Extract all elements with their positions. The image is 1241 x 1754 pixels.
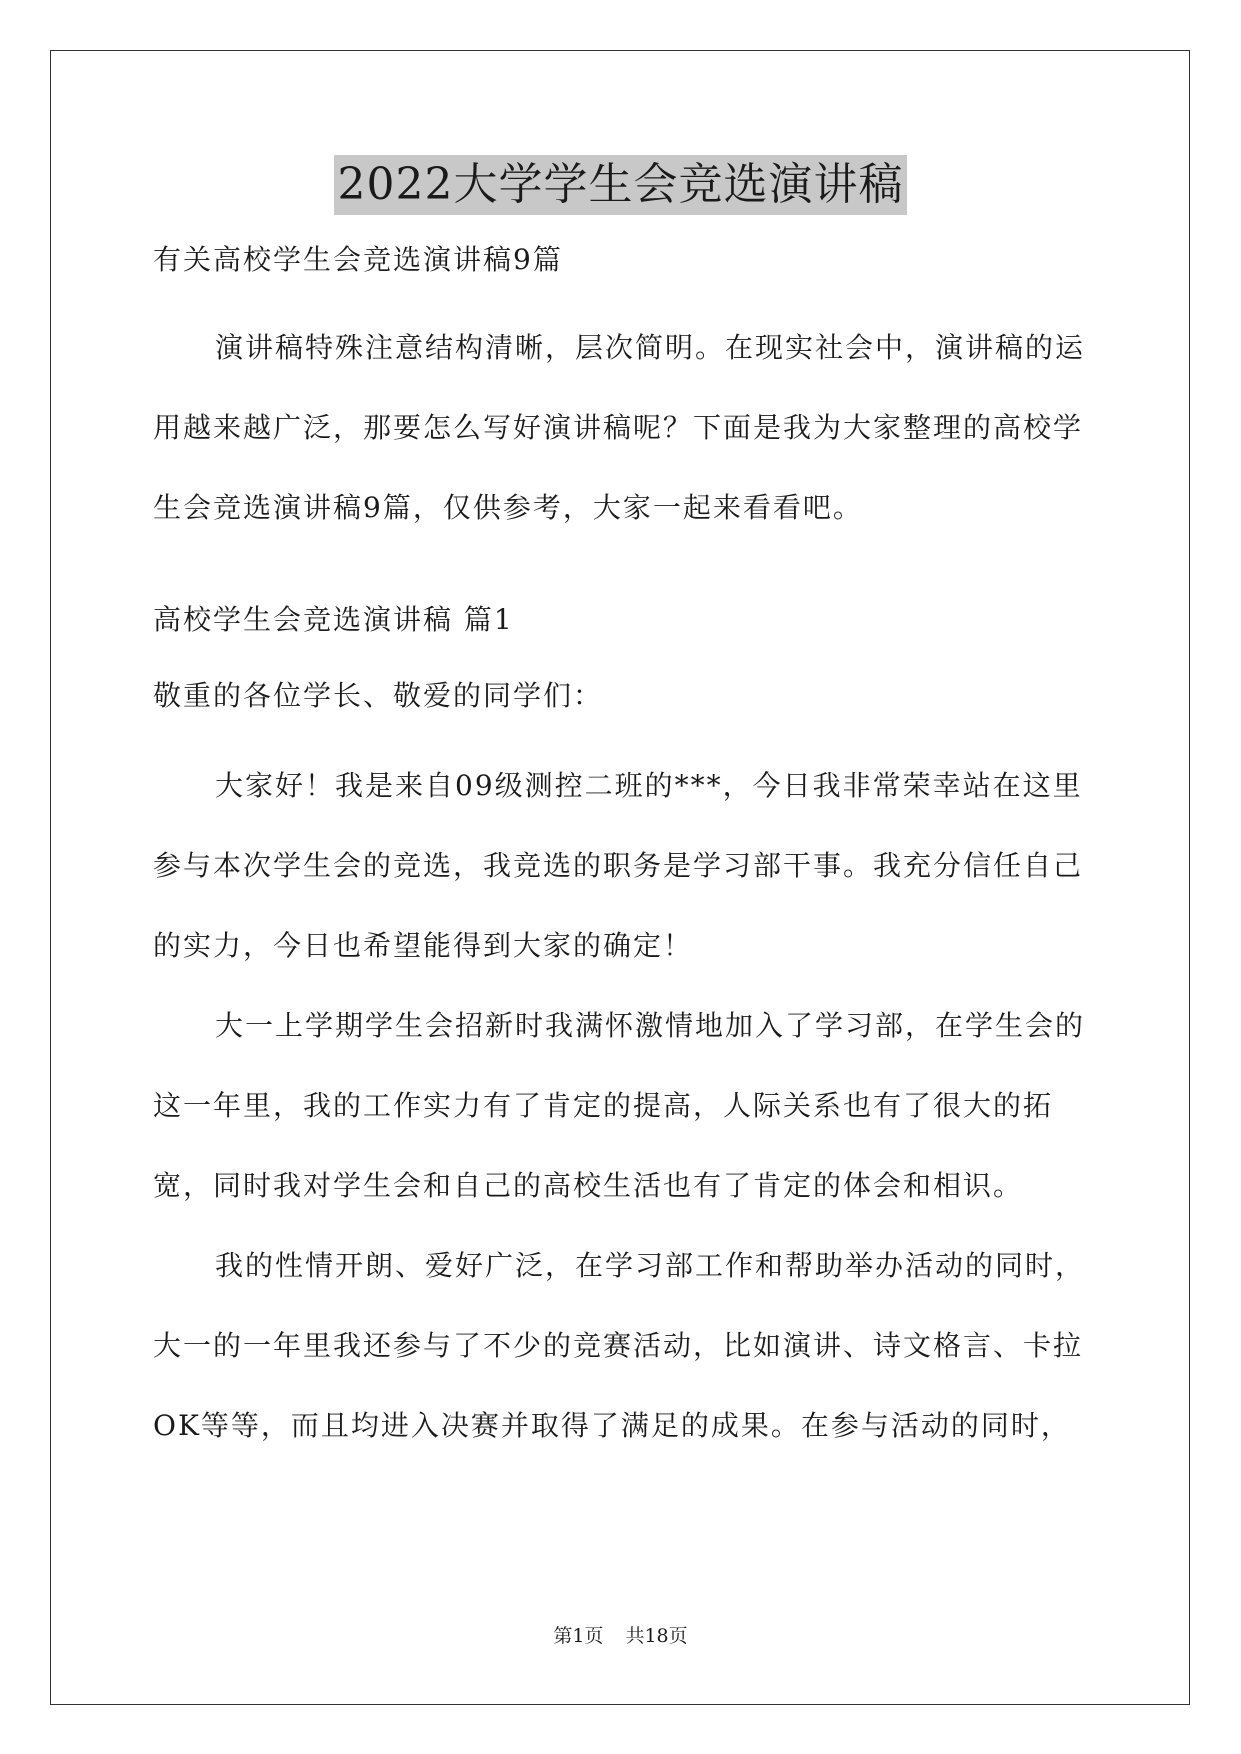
document-title: 2022大学学生会竞选演讲稿 bbox=[334, 155, 908, 215]
body-paragraph: 大一上学期学生会招新时我满怀激情地加入了学习部，在学生会的这一年里，我的工作实力有了肯定的提高，人际关系也有了很大的拓宽，同时我对学生会和自己的高校生活也有了肯定的体会和相识。 bbox=[153, 1009, 1086, 1202]
intro-paragraph bbox=[153, 308, 1093, 548]
section-heading: 高校学生会竞选演讲稿 篇1 bbox=[153, 603, 514, 636]
document-subtitle: 有关高校学生会竞选演讲稿9篇 bbox=[153, 243, 563, 276]
body-paragraph: 大家好！我是来自09级测控二班的***，今日我非常荣幸站在这里参与本次学生会的竞选，我竞选的职务是学习部干事。我充分信任自己的实力，今日也希望能得到大家的确定！ bbox=[153, 769, 1084, 962]
intro-text: 演讲稿特殊注意结构清晰，层次简明。在现实社会中，演讲稿的运用越来越广泛，那要怎么写好演讲稿呢？下面是我为大家整理的高校学生会竞选演讲稿9篇，仅供参考，大家一起来看看吧。 bbox=[153, 331, 1086, 524]
page-total: 共18页 bbox=[625, 1625, 688, 1647]
body-paragraph: 我的性情开朗、爱好广泛，在学习部工作和帮助举办活动的同时，大一的一年里我还参与了不少的竞赛活动，比如演讲、诗文格言、卡拉OK等等，而且均进入决赛并取得了满足的成果。在参与活动的同时， bbox=[153, 1249, 1086, 1442]
salutation: 敬重的各位学长、敬爱的同学们： bbox=[153, 679, 604, 712]
page-footer bbox=[0, 1624, 1241, 1648]
page-number: 第1页 bbox=[553, 1625, 604, 1647]
body-paragraphs bbox=[153, 746, 1093, 1466]
title-container bbox=[0, 155, 1241, 215]
